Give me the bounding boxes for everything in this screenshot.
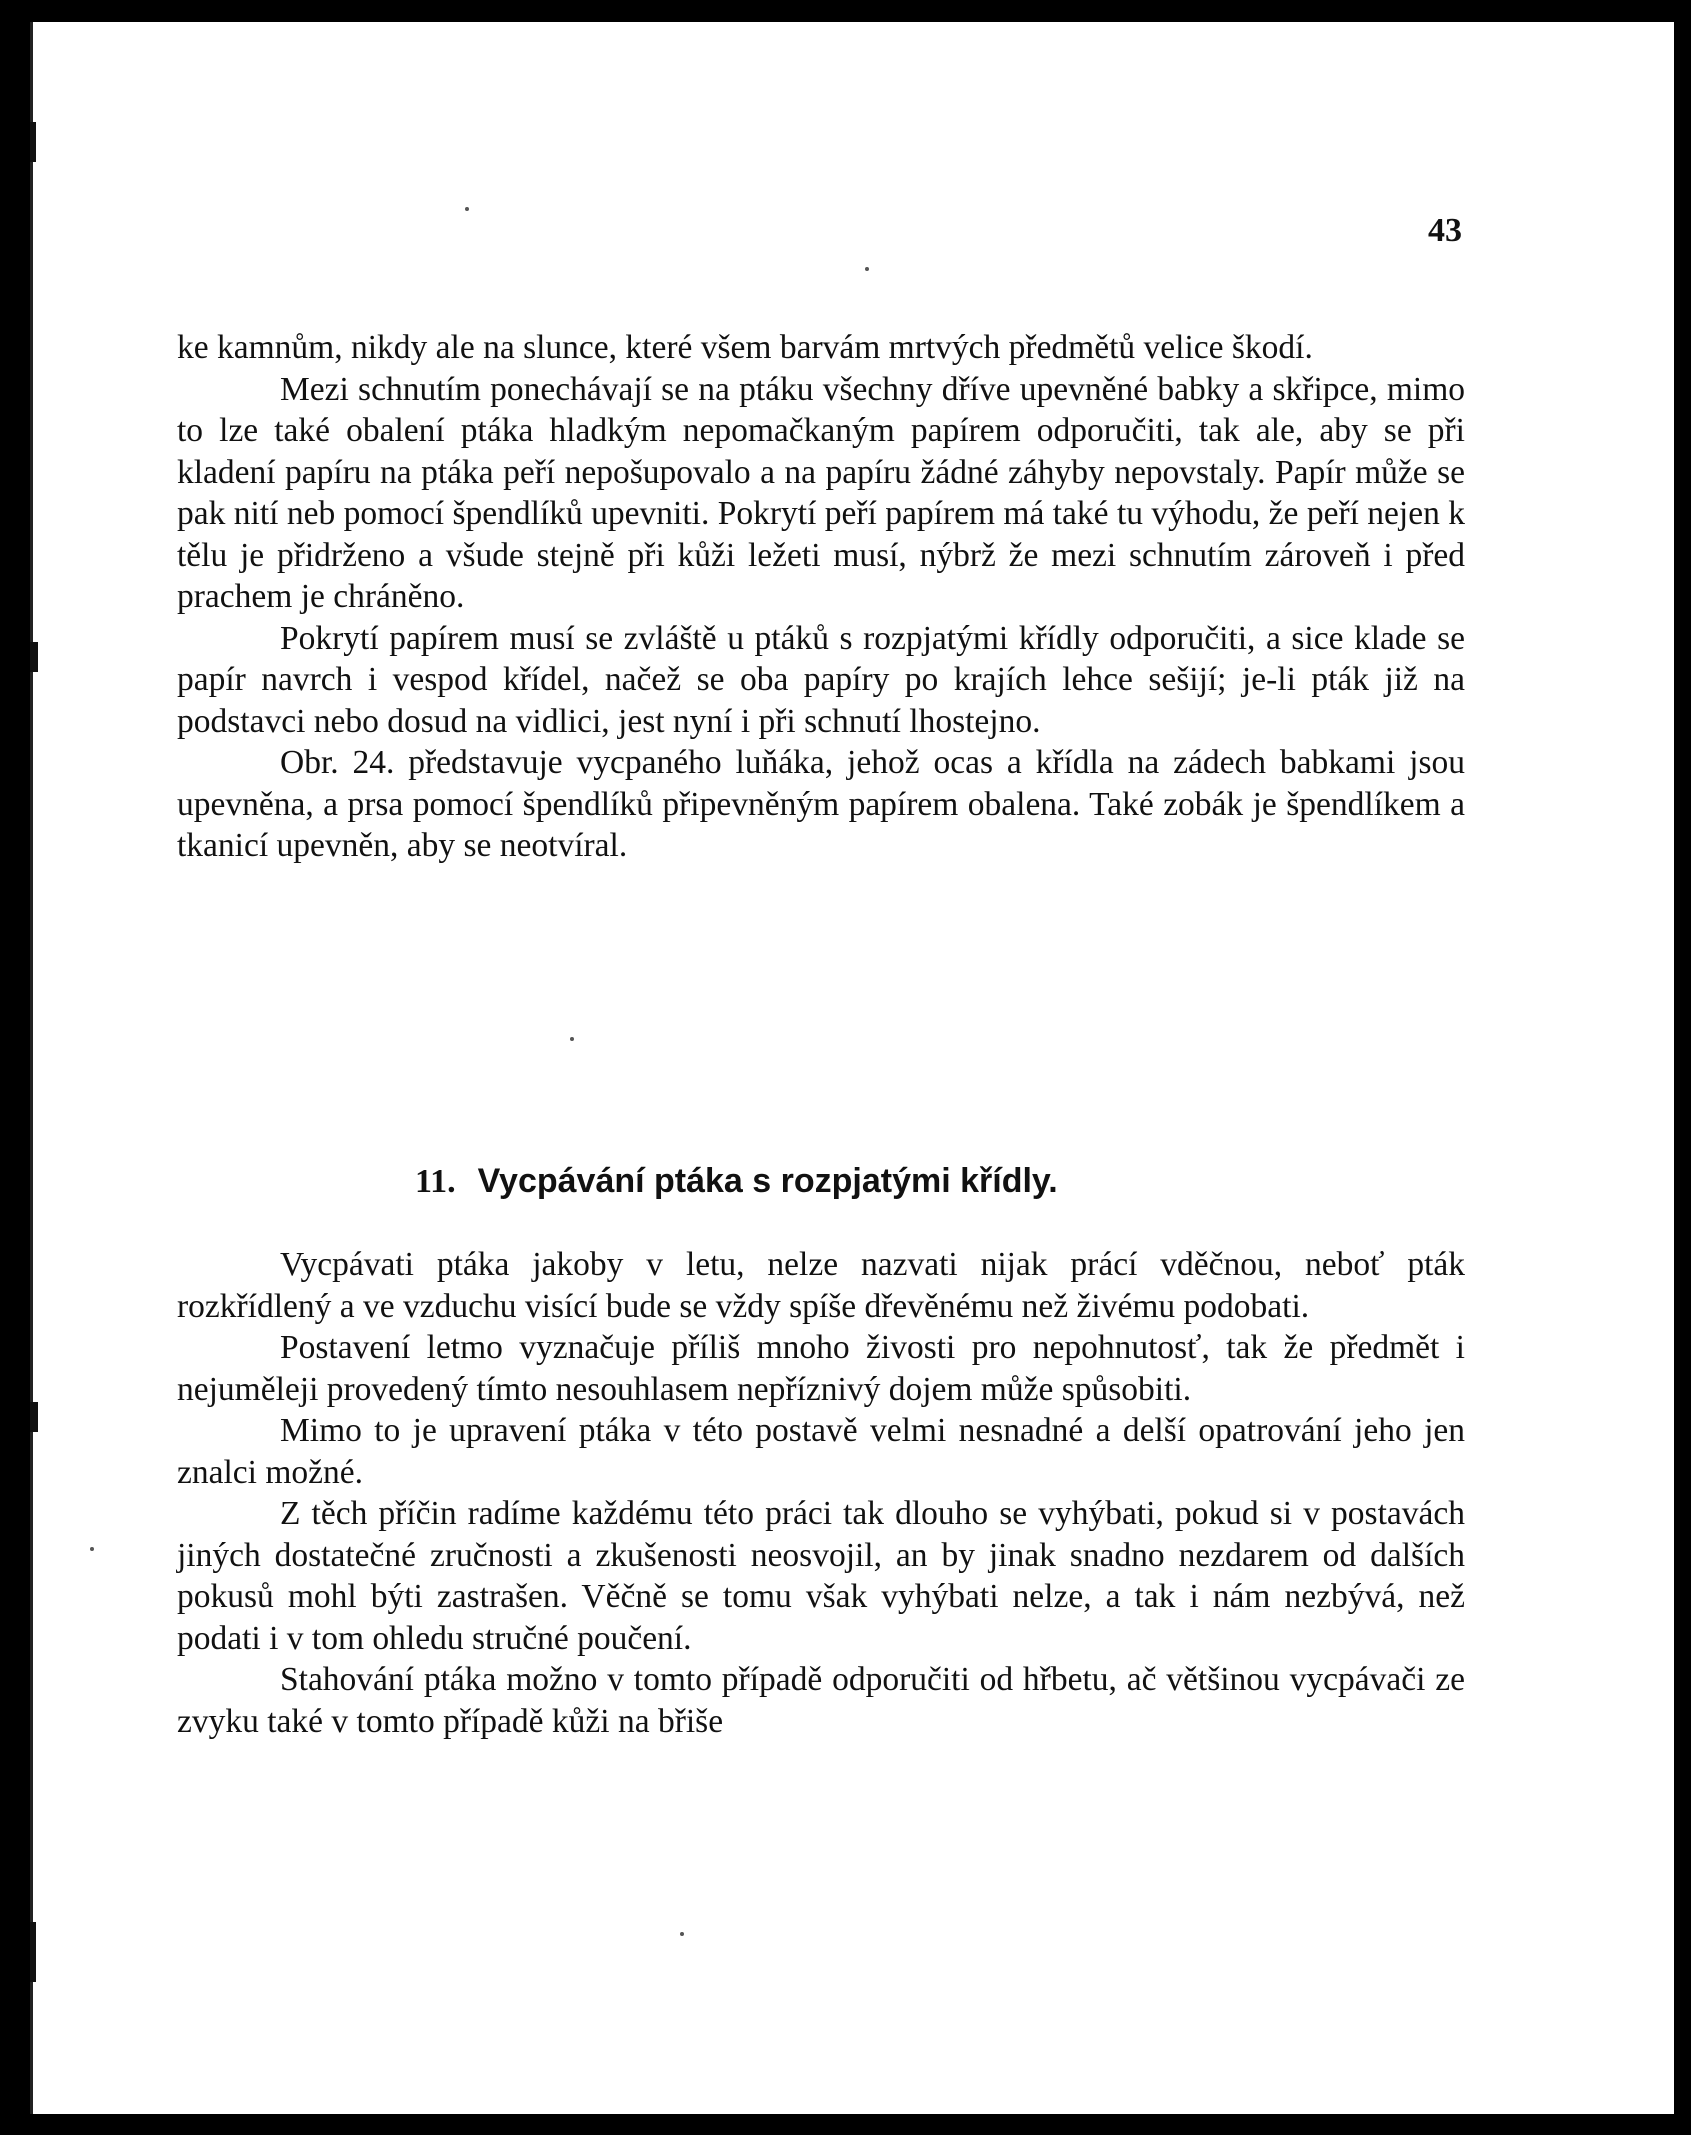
scan-speck (465, 207, 469, 211)
paragraph: ke kamnům, nikdy ale na slunce, které všem barvám mrtvých předmětů velice škodí. (177, 329, 1313, 366)
paragraph: Mezi schnutím ponechávají se na ptáku všechny dříve upevněné babky a skřipce, mimo to lze také obalení ptáka hladkým nepomačkaným papírem odporučiti, tak ale, aby se při kladení papíru na ptáka peří nepošupovalo a na papíru žádné záhyby nepovstaly. Papír může se pak nití neb pomocí špendlíků upevniti. Pokrytí peří papírem má také tu výhodu, že peří nejen k tělu je přidrženo a všude stejně při kůži ležeti musí, nýbrž že mezi schnutím zároveň i před prachem je chráněno. (177, 370, 1465, 615)
page-number: 43 (1428, 212, 1462, 249)
binding-mark (30, 1402, 38, 1432)
scan-speck (865, 267, 869, 271)
section-heading (415, 1162, 1058, 1201)
paragraph: Postavení letmo vyznačuje příliš mnoho živosti pro nepohnutosť, tak že předmět i nejuměleji provedený tímto nesouhlasem nepříznivý dojem může spůsobiti. (177, 1329, 1465, 1408)
scan-speck (90, 1547, 94, 1551)
paragraph: Stahování ptáka možno v tomto případě odporučiti od hřbetu, ač většinou vycpávači ze zvyku také v tomto případě kůži na břiše (177, 1661, 1465, 1740)
paragraph: Pokrytí papírem musí se zvláště u ptáků s rozpjatými křídly odporučiti, a sice klade se papír navrch i vespod křídel, načež se oba papíry po krajích lehce sešijí; je-li pták již na podstavci nebo dosud na vidlici, jest nyní i při schnutí lhostejno. (177, 619, 1465, 740)
binding-mark (30, 122, 36, 162)
section-1-body (177, 327, 1465, 867)
section-2-body (177, 1244, 1465, 1742)
section-number: 11. (415, 1163, 456, 1200)
paragraph: Mimo to je upravení ptáka v této postavě velmi nesnadné a delší opatrování jeho jen znalci možné. (177, 1412, 1465, 1491)
paragraph: Obr. 24. představuje vycpaného luňáka, jehož ocas a křídla na zádech babkami jsou upevněna, a prsa pomocí špendlíků připevněným papírem obalena. Také zobák je špendlíkem a tkanicí upevněn, aby se neotvíral. (177, 744, 1465, 864)
scan-speck (680, 1932, 684, 1936)
paragraph: Z těch příčin radíme každému této práci tak dlouho se vyhýbati, pokud si v postavách jiných dostatečné zručnosti a zkušenosti neosvojil, an by jinak snadno nezdarem od dalších pokusů mohl býti zastrašen. Věčně se tomu však vyhýbati nelze, a tak i nám nezbývá, než podati i v tom ohledu stručné poučení. (177, 1495, 1465, 1657)
paragraph: Vycpávati ptáka jakoby v letu, nelze nazvati nijak prácí vděčnou, neboť pták rozkřídlený a ve vzduchu visící bude se vždy spíše dřevěnému než živému podobati. (177, 1246, 1465, 1325)
binding-mark (30, 642, 38, 672)
binding-edge-line (30, 22, 33, 2114)
book-page (30, 22, 1674, 2114)
section-title: Vycpávání ptáka s rozpjatými křídly. (477, 1162, 1058, 1200)
binding-mark (30, 1922, 36, 1982)
scan-speck (570, 1037, 574, 1041)
